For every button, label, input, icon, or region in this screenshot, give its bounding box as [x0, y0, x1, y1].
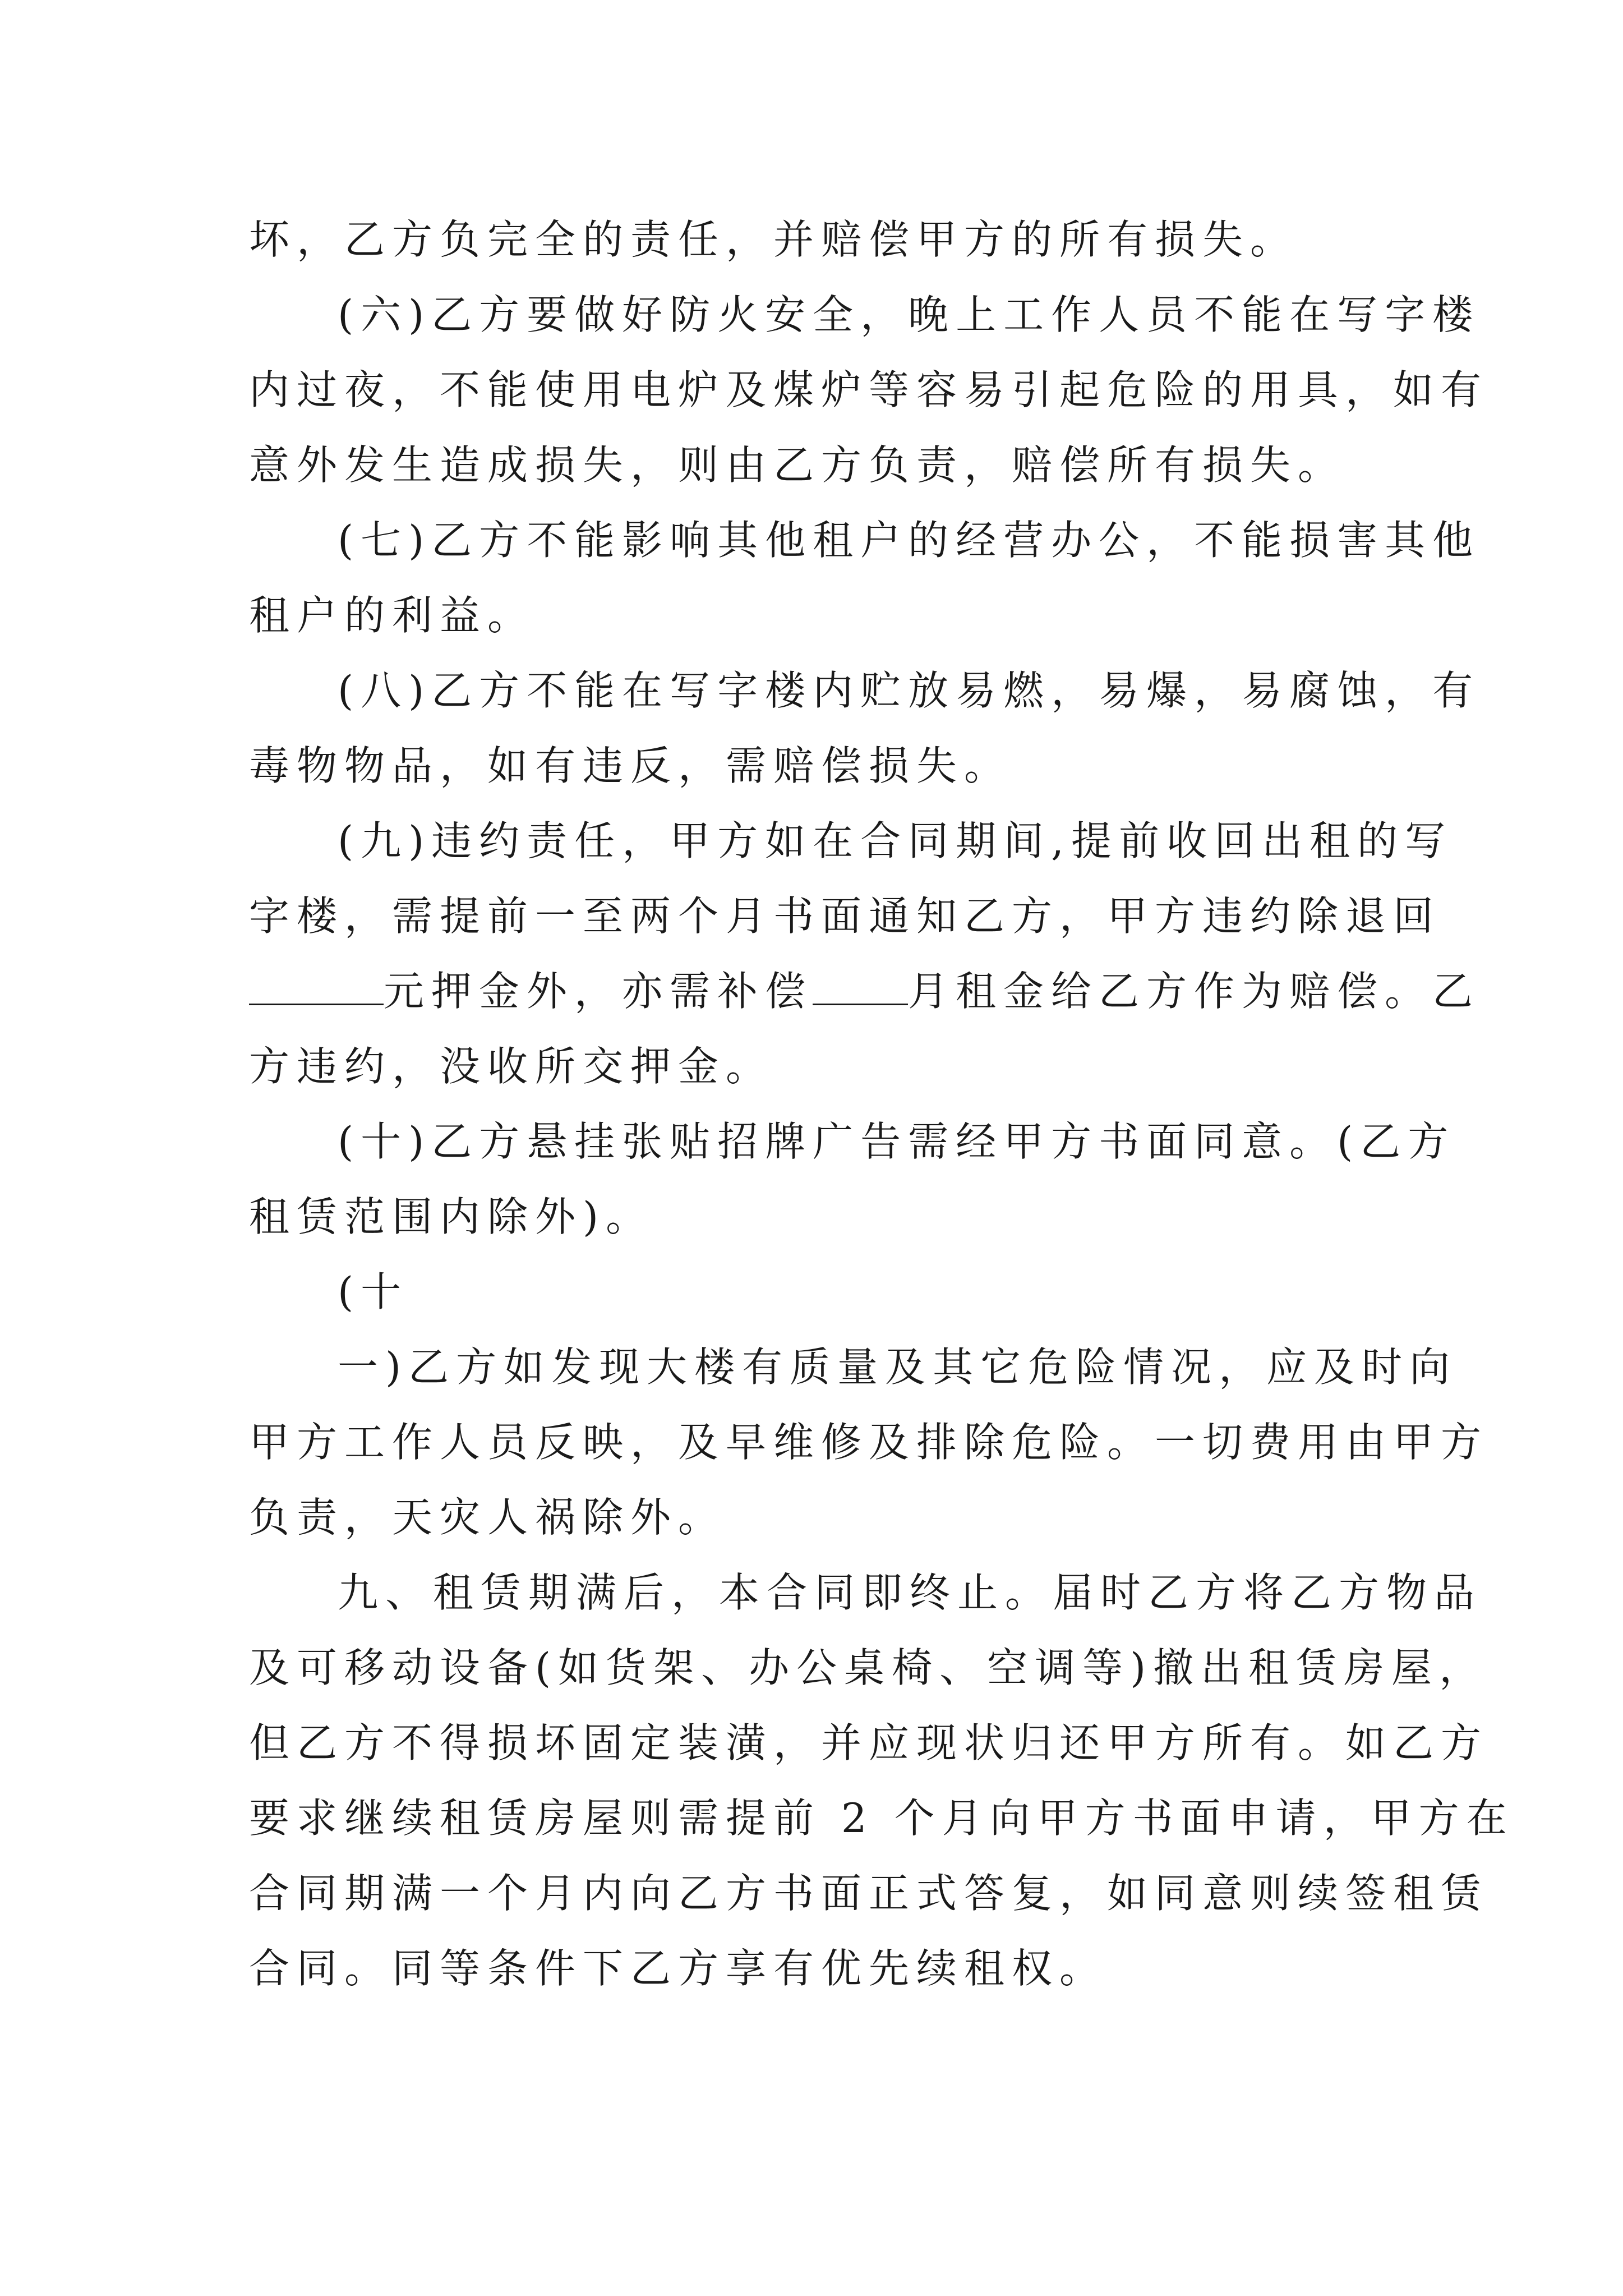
text-line: 方违约，没收所交押金。 — [249, 1043, 774, 1090]
text-line: 合同期满一个月内向乙方书面正式答复，如同意则续签租赁 — [249, 1870, 1489, 1917]
text-line: 及可移动设备(如货架、办公桌椅、空调等)撤出租赁房屋， — [249, 1644, 1487, 1691]
text-segment: 元押金外，亦需补偿 — [384, 968, 813, 1015]
text-line: 合同。同等条件下乙方享有优先续租权。 — [249, 1945, 1108, 1992]
text-line: 甲方工作人员反映，及早维修及排除危险。一切费用由甲方 — [249, 1419, 1489, 1466]
text-line: 毒物物品，如有违反，需赔偿损失。 — [249, 742, 1012, 789]
text-line: 租赁范围内除外)。 — [249, 1193, 654, 1240]
text-line: (七)乙方不能影响其他租户的经营办公，不能损害其他 — [338, 517, 1481, 564]
text-line: 意外发生造成损失，则由乙方负责，赔偿所有损失。 — [249, 441, 1346, 489]
compensation-months-blank — [813, 970, 908, 1005]
text-segment: 月租金给乙方作为赔偿。乙 — [908, 968, 1481, 1015]
deposit-amount-blank — [249, 970, 384, 1005]
text-line: (十 — [338, 1268, 409, 1315]
text-line: 租户的利益。 — [249, 592, 536, 639]
text-line: 负责，天灾人祸除外。 — [249, 1494, 726, 1541]
text-line: 要求继续租赁房屋则需提前 2 个月向甲方书面申请，甲方在 — [249, 1795, 1514, 1842]
text-line: 字楼，需提前一至两个月书面通知乙方，甲方违约除退回 — [249, 892, 1441, 940]
text-line-with-blanks — [249, 954, 1481, 1029]
text-line: 内过夜，不能使用电炉及煤炉等容易引起危险的用具，如有 — [249, 366, 1489, 413]
text-line: 但乙方不得损坏固定装潢，并应现状归还甲方所有。如乙方 — [249, 1719, 1489, 1766]
text-line: (十)乙方悬挂张贴招牌广告需经甲方书面同意。(乙方 — [338, 1118, 1456, 1165]
text-line: (六)乙方要做好防火安全，晚上工作人员不能在写字楼 — [338, 291, 1481, 338]
text-line: 一)乙方如发现大楼有质量及其它危险情况，应及时向 — [338, 1343, 1458, 1391]
text-line: (九)违约责任，甲方如在合同期间,提前收回出租的写 — [338, 817, 1453, 864]
text-line: 九、租赁期满后，本合同即终止。届时乙方将乙方物品 — [338, 1569, 1482, 1616]
contract-text — [249, 202, 1514, 2006]
text-line: 坏，乙方负完全的责任，并赔偿甲方的所有损失。 — [249, 216, 1298, 263]
text-line: (八)乙方不能在写字楼内贮放易燃，易爆，易腐蚀，有 — [338, 667, 1481, 714]
